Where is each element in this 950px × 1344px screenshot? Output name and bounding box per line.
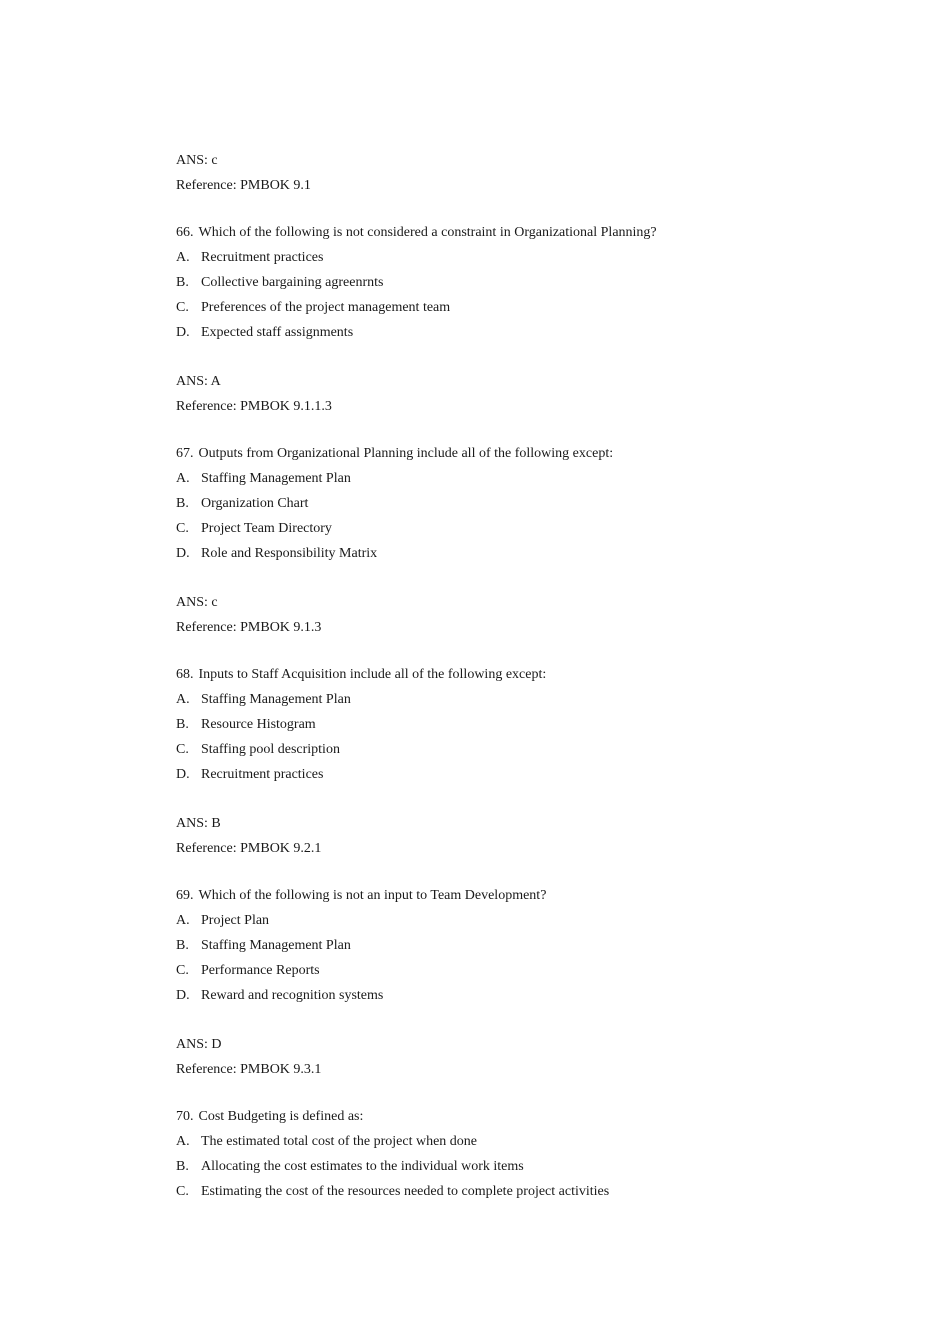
answer-line: ANS: c xyxy=(176,595,218,610)
option-text: Resource Histogram xyxy=(201,717,316,732)
option-item xyxy=(176,1182,876,1207)
option-item xyxy=(176,765,876,790)
answer-block xyxy=(176,151,876,201)
option-text: Staffing Management Plan xyxy=(201,471,351,486)
answer-block xyxy=(176,814,876,864)
option-text: Estimating the cost of the resources needed to complete project activities xyxy=(201,1184,610,1199)
option-item xyxy=(176,248,876,273)
question-line xyxy=(176,665,876,690)
option-item xyxy=(176,740,876,765)
question-block xyxy=(176,886,876,1011)
answer-line: ANS: B xyxy=(176,816,221,831)
document-page xyxy=(176,151,876,1207)
question-number: 69. xyxy=(176,888,194,903)
option-item xyxy=(176,936,876,961)
option-item xyxy=(176,961,876,986)
question-number: 68. xyxy=(176,667,194,682)
question-line xyxy=(176,886,876,911)
option-letter: A. xyxy=(176,250,190,265)
answer-line: ANS: A xyxy=(176,374,221,389)
option-letter: C. xyxy=(176,300,189,315)
option-item xyxy=(176,494,876,519)
question-block xyxy=(176,1107,876,1207)
option-letter: D. xyxy=(176,988,190,1003)
question-block xyxy=(176,223,876,348)
answer-block xyxy=(176,1035,876,1085)
question-text: Outputs from Organizational Planning include all of the following except: xyxy=(198,446,614,461)
answer-block xyxy=(176,372,876,422)
option-item xyxy=(176,690,876,715)
question-number: 66. xyxy=(176,225,194,240)
reference-line: Reference: PMBOK 9.1 xyxy=(176,178,311,193)
question-number: 70. xyxy=(176,1109,194,1124)
option-text: Preferences of the project management team xyxy=(201,300,451,315)
answer-block xyxy=(176,593,876,643)
option-text: Collective bargaining agreenrnts xyxy=(201,275,384,290)
question-block xyxy=(176,444,876,569)
option-text: Staffing pool description xyxy=(201,742,340,757)
option-item xyxy=(176,273,876,298)
reference-line: Reference: PMBOK 9.3.1 xyxy=(176,1062,322,1077)
reference-line: Reference: PMBOK 9.1.1.3 xyxy=(176,399,332,414)
option-text: Role and Responsibility Matrix xyxy=(201,546,378,561)
option-item xyxy=(176,519,876,544)
option-letter: A. xyxy=(176,471,190,486)
option-letter: A. xyxy=(176,692,190,707)
option-letter: A. xyxy=(176,1134,190,1149)
question-text: Inputs to Staff Acquisition include all of the following except: xyxy=(198,667,547,682)
question-text: Cost Budgeting is defined as: xyxy=(198,1109,364,1124)
option-letter: B. xyxy=(176,938,189,953)
option-letter: B. xyxy=(176,275,189,290)
option-letter: A. xyxy=(176,913,190,928)
option-letter: C. xyxy=(176,963,189,978)
option-letter: C. xyxy=(176,742,189,757)
question-number: 67. xyxy=(176,446,194,461)
option-letter: B. xyxy=(176,1159,189,1174)
option-text: Project Team Directory xyxy=(201,521,332,536)
question-line xyxy=(176,1107,876,1132)
option-text: Recruitment practices xyxy=(201,250,324,265)
option-text: The estimated total cost of the project when done xyxy=(201,1134,478,1149)
option-item xyxy=(176,1157,876,1182)
option-letter: C. xyxy=(176,521,189,536)
reference-line: Reference: PMBOK 9.1.3 xyxy=(176,620,322,635)
option-text: Staffing Management Plan xyxy=(201,692,351,707)
option-item xyxy=(176,544,876,569)
reference-line: Reference: PMBOK 9.2.1 xyxy=(176,841,322,856)
option-item xyxy=(176,986,876,1011)
option-text: Allocating the cost estimates to the individual work items xyxy=(201,1159,524,1174)
option-text: Staffing Management Plan xyxy=(201,938,351,953)
option-letter: C. xyxy=(176,1184,189,1199)
option-text: Project Plan xyxy=(201,913,270,928)
option-item xyxy=(176,1132,876,1157)
option-letter: D. xyxy=(176,767,190,782)
question-text: Which of the following is not considered a constraint in Organizational Planning? xyxy=(198,225,657,240)
option-text: Expected staff assignments xyxy=(201,325,354,340)
option-item xyxy=(176,715,876,740)
option-letter: B. xyxy=(176,717,189,732)
option-text: Recruitment practices xyxy=(201,767,324,782)
question-line xyxy=(176,444,876,469)
option-item xyxy=(176,469,876,494)
question-block xyxy=(176,665,876,790)
option-item xyxy=(176,911,876,936)
option-text: Organization Chart xyxy=(201,496,309,511)
answer-line: ANS: D xyxy=(176,1037,222,1052)
option-item xyxy=(176,298,876,323)
question-line xyxy=(176,223,876,248)
option-item xyxy=(176,323,876,348)
option-text: Performance Reports xyxy=(201,963,320,978)
option-letter: B. xyxy=(176,496,189,511)
question-text: Which of the following is not an input to Team Development? xyxy=(198,888,547,903)
answer-line: ANS: c xyxy=(176,153,218,168)
option-text: Reward and recognition systems xyxy=(201,988,384,1003)
option-letter: D. xyxy=(176,325,190,340)
option-letter: D. xyxy=(176,546,190,561)
